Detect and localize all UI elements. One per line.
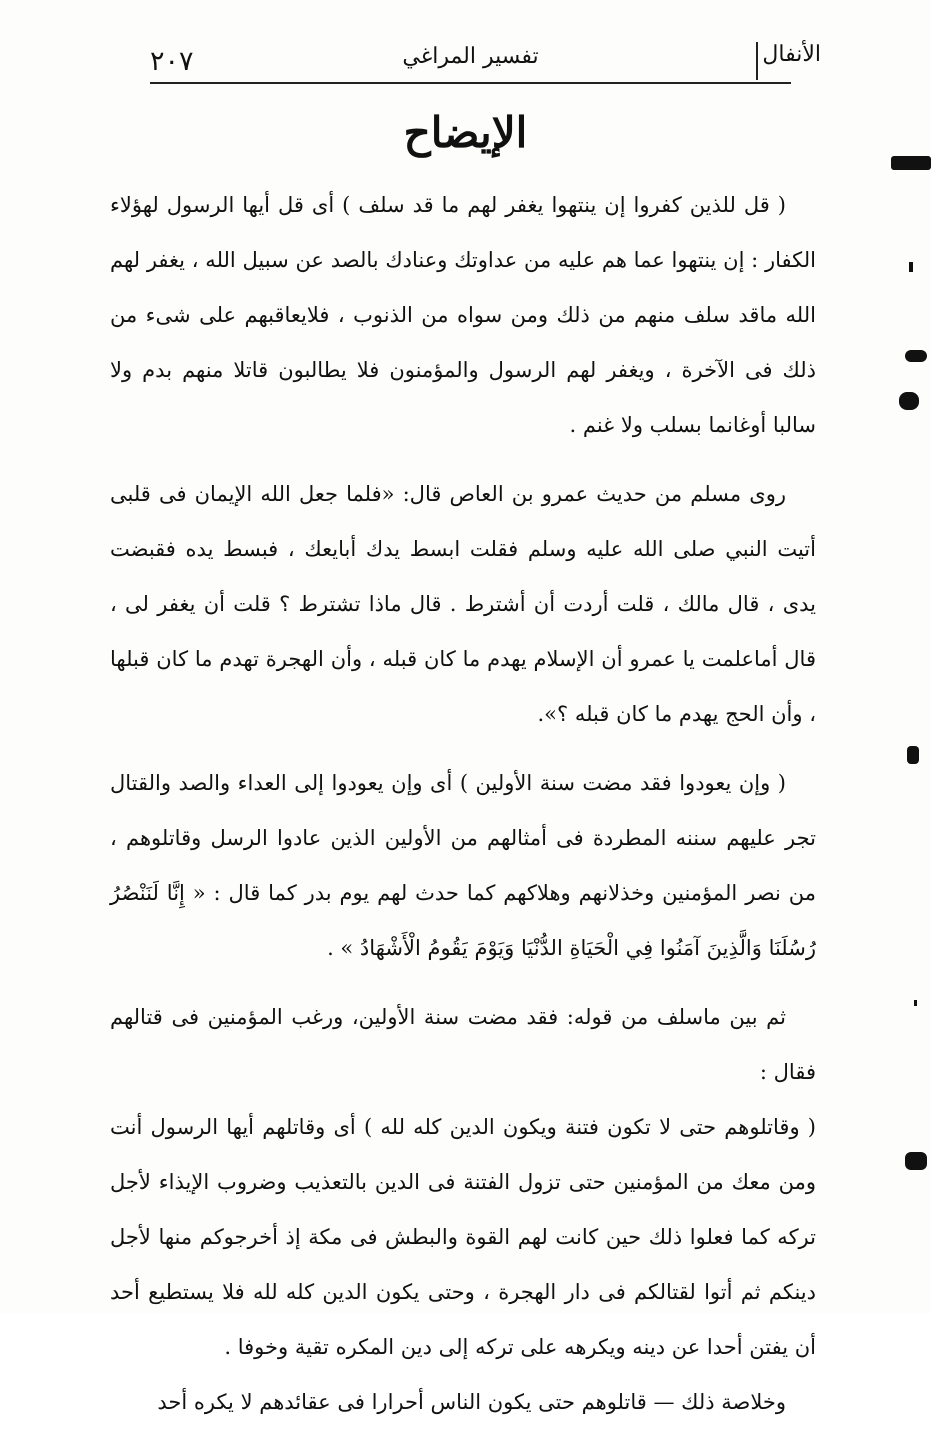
section-title: الإيضاح [403, 108, 528, 157]
paragraph-hadith: روى مسلم من حديث عمرو بن العاص قال: «فلما جعل الله الإيمان فى قلبى أتيت النبي صلى الله عليه وسلم فقلت ابسط يدك أبايعك ، فبسط يده فقبضت يدى ، قال مالك ، قلت أردت أن أشترط . قال ماذا تشترط ؟ قلت أن يغفر لى ، قال أماعلمت يا عمرو أن الإسلام يهدم ما كان قبله ، وأن الهجرة تهدم ما كان قبلها ، وأن الحج يهدم ما كان قبله ؟». [110, 482, 816, 726]
scan-mark [899, 392, 919, 410]
scan-mark [914, 1000, 917, 1006]
paragraph-forgiveness: ( قل للذين كفروا إن ينتهوا يغفر لهم ما قد سلف ) أى قل أيها الرسول لهؤلاء الكفار : إن ينتهوا عما هم عليه من عداوتك وعنادك بالصد عن سبيل الله ، يغفر لهم الله ماقد سلف منهم من ذلك ومن سواه من الذنوب ، فلايعاقبهم على شىء من ذلك فى الآخرة ، ويغفر لهم الرسول والمؤمنون فلا يطالبون قاتلا منهم بدم ولا سالبا أوغانما بسلب ولا غنم . [110, 193, 816, 437]
page-number: ٢٠٧ [150, 46, 194, 77]
paragraph-return: ( وإن يعودوا فقد مضت سنة الأولين ) أى وإن يعودوا إلى العداء والصد والقتال تجر عليهم سننه المطردة فى أمثالهم من الأولين الذين عادوا الرسل وقاتلوهم ، من نصر المؤمنين وخذلانهم وهلاكهم كما حدث لهم يوم بدر كما قال : « إِنَّا لَنَنْصُرُ رُسُلَنَا وَالَّذِينَ آمَنُوا فِي الْحَيَاةِ الدُّنْيَا وَيَوْمَ يَقُومُ الْأَشْهَادُ » . [110, 771, 816, 960]
surah-name: الأنفال [756, 42, 821, 80]
scan-mark [905, 1152, 927, 1170]
scan-mark [909, 262, 913, 272]
scan-mark [891, 156, 931, 170]
paragraph-summary: وخلاصة ذلك — قاتلوهم حتى يكون الناس أحرارا فى عقائدهم لا يكره أحد [157, 1390, 786, 1414]
page-body [110, 178, 816, 1430]
book-title: تفسير المراغي [402, 44, 539, 69]
paragraph-fight: ( وقاتلوهم حتى لا تكون فتنة ويكون الدين كله لله ) أى وقاتلهم أيها الرسول أنت ومن معك من المؤمنين حتى تزول الفتنة فى الدين بالتعذيب وضروب الإيذاء لأجل تركه كما فعلوا ذلك حين كانت لهم القوة والبطش فى مكة إذ أخرجوكم منها لأجل دينكم ثم أتوا لقتالكم فى دار الهجرة ، وحتى يكون الدين كله لله فلا يستطيع أحد أن يفتن أحدا عن دينه ويكرهه على تركه إلى دين المكره تقية وخوفا . [110, 1115, 816, 1359]
scan-mark [907, 746, 919, 764]
paragraph-transition: ثم بين ماسلف من قوله: فقد مضت سنة الأولين، ورغب المؤمنين فى قتالهم فقال : [110, 1005, 816, 1084]
page-header [150, 38, 821, 84]
scan-mark [905, 350, 927, 362]
